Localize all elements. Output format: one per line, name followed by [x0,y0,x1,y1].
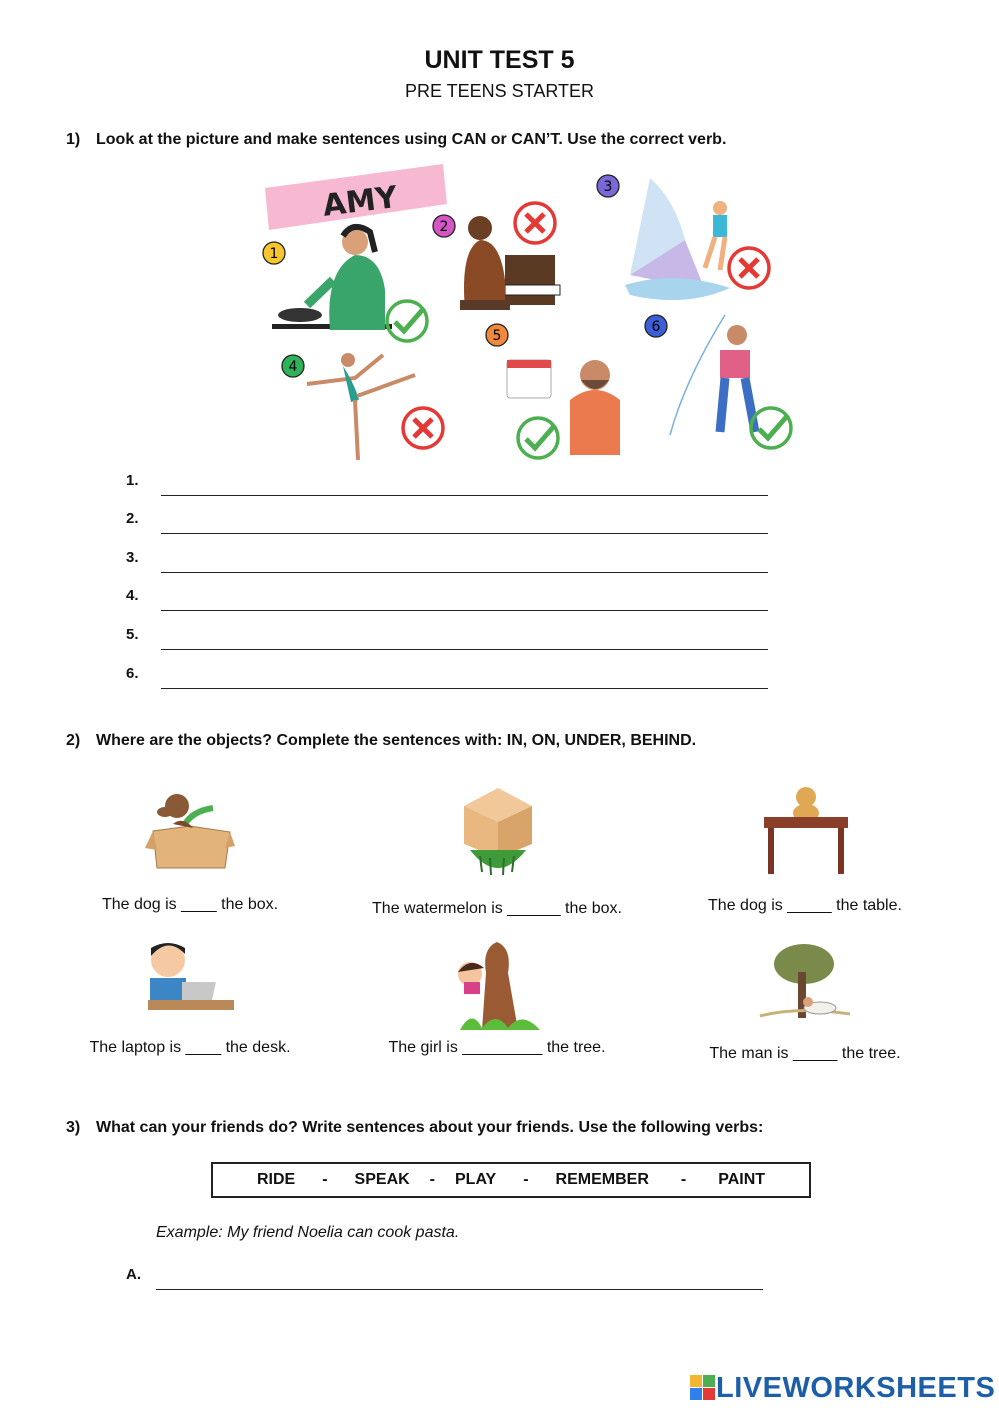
windsurf-person [625,178,730,300]
badge-1-number: 1 [269,246,279,262]
worksheet-subtitle: PRE TEENS STARTER [404,81,595,101]
man-under-tree-image [758,940,854,1029]
answer-line-rule[interactable] [161,533,768,534]
verb-ride: RIDE [256,1171,296,1188]
question-3-heading [66,1119,763,1137]
check-icon [748,405,794,456]
verb-remember: REMEMBER [555,1171,649,1188]
box-on-watermelon-image [458,786,538,883]
liveworksheets-logo[interactable] [690,1372,995,1404]
badge-5-icon [485,323,509,352]
badge-2-icon [432,214,456,243]
sentence-man-tree: The man is _____ the tree. [709,1045,901,1062]
badge-3-number: 3 [603,179,613,195]
amy-name-tag [265,164,447,230]
cooking-person [269,227,392,330]
question-3-instruction: What can your friends do? Write sentences about your friends. Use the following verbs: [96,1119,764,1136]
answer-line-6[interactable] [126,665,768,689]
badge-6-icon [644,314,668,343]
answer-line-3[interactable] [126,549,768,573]
laptop-on-desk-image [142,938,236,1023]
answer-line-label: 1. [126,472,139,489]
verb-separator: - [680,1171,687,1188]
question-3-number: 3) [66,1119,81,1136]
dog-on-table-image [762,785,850,882]
verb-bank-box [211,1162,811,1198]
verb-separator: - [429,1171,435,1188]
cross-icon [512,200,558,251]
badge-4-icon [281,354,305,383]
answer-line-label: 5. [126,626,139,643]
answer-line-rule[interactable] [161,688,768,689]
answer-line-rule[interactable] [161,649,768,650]
amy-label: AMY [320,179,400,224]
answer-line-label: A. [126,1266,141,1283]
badge-4-number: 4 [288,359,298,375]
cross-icon [726,245,772,296]
example-sentence: Example: My friend Noelia can cook pasta. [156,1224,460,1241]
answer-line-label: 3. [126,549,139,566]
answer-line-rule[interactable] [156,1289,763,1290]
badge-1-icon [262,241,286,270]
liveworksheets-logo-text: LIVEWORKSHEETS [716,1371,996,1404]
check-icon [384,298,430,349]
answer-line-rule[interactable] [161,610,768,611]
badge-3-icon [596,174,620,203]
question-1-instruction: Look at the picture and make sentences using CAN or CAN’T. Use the correct verb. [96,131,727,148]
badge-6-number: 6 [651,319,661,335]
answer-line-1[interactable] [126,472,768,496]
answer-line-2[interactable] [126,510,768,534]
sentence-dog-box: The dog is ____ the box. [101,896,279,913]
verb-separator: - [523,1171,529,1188]
sentence-watermelon-box: The watermelon is ______ the box. [372,900,622,917]
answer-line-label: 4. [126,587,139,604]
verb-separator: - [322,1171,328,1188]
liveworksheets-logo-icon [690,1375,716,1401]
skating-person [307,353,415,460]
verb-play: PLAY [455,1171,497,1188]
question-2-heading [66,732,696,750]
answer-line-4[interactable] [126,587,768,611]
question-2-instruction: Where are the objects? Complete the sentences with: IN, ON, UNDER, BEHIND. [96,732,697,749]
verb-speak: SPEAK [354,1171,410,1188]
sentence-dog-table: The dog is _____ the table. [708,897,902,914]
answer-line-5[interactable] [126,626,768,650]
check-icon [515,415,561,466]
question-2-number: 2) [66,732,81,749]
worksheet-title: UNIT TEST 5 [424,46,575,74]
answer-line-a[interactable] [126,1266,763,1290]
singing-person [670,315,755,435]
dog-in-box-image [145,786,235,877]
question-1-heading [66,131,726,149]
answer-line-rule[interactable] [161,572,768,573]
badge-5-number: 5 [492,328,502,344]
verb-paint: PAINT [718,1171,766,1188]
badge-2-number: 2 [439,219,449,235]
cross-icon [400,405,446,456]
answer-line-label: 6. [126,665,139,682]
sentence-girl-tree: The girl is _________ the tree. [388,1039,606,1056]
answer-line-label: 2. [126,510,139,527]
question-1-number: 1) [66,131,81,148]
girl-behind-tree-image [452,938,548,1039]
sentence-laptop-desk: The laptop is ____ the desk. [89,1039,291,1056]
answer-line-rule[interactable] [161,495,768,496]
